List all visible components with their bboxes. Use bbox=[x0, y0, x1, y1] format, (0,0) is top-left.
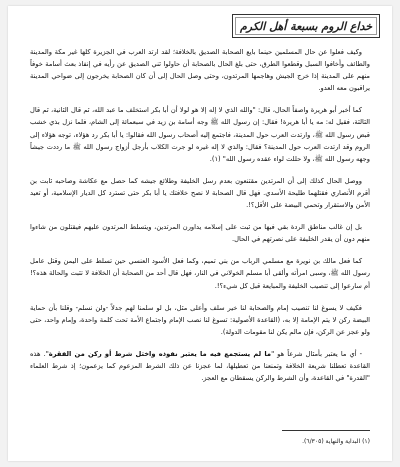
paragraph-3: ووصل الحال كذلك إلى أن المرتدين مقتنعون بعدم رسل الخليفة وطلائع جيشه كما حصل مع عكاشة وصاحبه ثابت بن أقرم الأنصاري فقتلهما طليحة الأسدي. فهل قال الصحابة لا نصح خلافتك يا أبا بكر حتى تسترد كل الديار الإسلامية، أو تعيد الأمن والاستقرار وتحمي البيضة على الأقل؟!. bbox=[30, 176, 370, 210]
paragraph-7 bbox=[30, 348, 370, 384]
footnote: (١) البداية والنهاية (٦/٣٠٥). bbox=[302, 438, 370, 445]
paragraph-2: كما أخبر أبو هريرة واصفاً الحال، قال: "والله الذي لا إله إلا هو لولا أن أبا بكر استخلف ما عبد الله، ثم قال الثانية، ثم قال الثالثة، فقيل له: مه يا أبا هريرة! فقال: إن رسول الله ﷺ وجه أسامة بن زيد في سبعمائة إلى الشام، فلما نزل بذي خشب قبض رسول الله ﷺ، وارتدت العرب حول المدينة، فاجتمع إليه أصحاب رسول الله فقالوا: يا أبا بكر رد هؤلاء، توجه هؤلاء إلى الروم وقد ارتدت العرب حول المدينة؟ فقال: والذي لا إله غيره لو جرت الكلاب بأرجل أزواج رسول الله ﷺ ما رددت جيشاً وجهه رسول الله ﷺ، ولا حللت لواء عقده رسول الله" (١). bbox=[30, 106, 370, 163]
paragraph-4: بل إن غالب مناطق الردة بقي فيها من ثبت على إسلامه يداورن المرتدين، ويتسلط المرتدون عليهم فيقتلون من شاءوا منهم دون أن يقدر الخليفة على نصرتهم في الحال. bbox=[30, 223, 370, 244]
paragraph-7-tail: ". هذه القاعدة تعطلنا شريعة الخلافة وتمنعنا من تعطيلها، لما عجزنا عن ذلك الشرط المزعوم كما يزعمون؛ إذ شرط العلماء "القدرة" في القاعدة، وأن الشرط والركن يسقطان مع العجز. bbox=[30, 349, 370, 383]
page-header-title: خداع الروم بسبعة أهل الكرم bbox=[239, 19, 373, 33]
paragraph-5: كما فعل مالك بن نويرة مع مسلمي الرباب من بني تميم، وكما فعل الأسود العنسي حين تسلط على اليمن وقتل عامل رسول الله ﷺ، وسبى امرأته وألقى أبا مسلم الخولاني في النار، فهل قال أحد من الصحابة أن الخلافة لا تثبت والحالة هذه؟! أم سارعوا إلى تنصيب الخليفة والمبايعة قبل كل شيء؟!. bbox=[30, 257, 370, 290]
paragraph-6: فكيف لا يسوغ لنا تنصيب إمام والصحابة لنا خير سلف وأعلى مثل، بل لو سلمنا لهم جدلاً -ولن نسلم- وقلنا بأن حماية البيضة ركن لا يتم الإمامة إلا به، (القاعدة الأصولية: تسوغ لنا نصب الإمام واجتماع الأمة تحت كلمة واحدة، وإمام واحد، حتى ولو عجز عن الركن، فإن مالم يكن لنا مقومات الدولة). bbox=[30, 303, 370, 336]
paragraph-1: وكيف فعلوا عن حال المسلمين حينما بايع الصحابة الصديق بالخلافة؛ لقد ارتد العرب في الجزيرة كلها غير مكة والمدينة والطائف وأخافوا السبل وقطعوا الطرق، حتى بلغ الحال بالصحابة أن حاولوا ثني الصديق عن رأيه في إنفاذ بعث أسامة خوفاً منهم على المدينة إذا خرج الجيش وهاجمها المرتدون، وحتى وصل الحال إلى أن كان الصحابة يخرجون إلى ضواحي المدينة يراقبون معه العدو. bbox=[30, 48, 370, 93]
page-header-banner bbox=[232, 14, 380, 38]
document-page bbox=[8, 6, 392, 461]
paragraph-7-lead: - أي ما يعتبر بأمثال شرعاً هو " bbox=[271, 349, 363, 358]
document-body bbox=[30, 46, 370, 384]
footnote-separator bbox=[282, 430, 370, 431]
paragraph-7-emphasis: ما لم يستجمع فيه ما يعتبر نفوذه واختل شرط أو ركن من الفقرة bbox=[48, 349, 272, 358]
